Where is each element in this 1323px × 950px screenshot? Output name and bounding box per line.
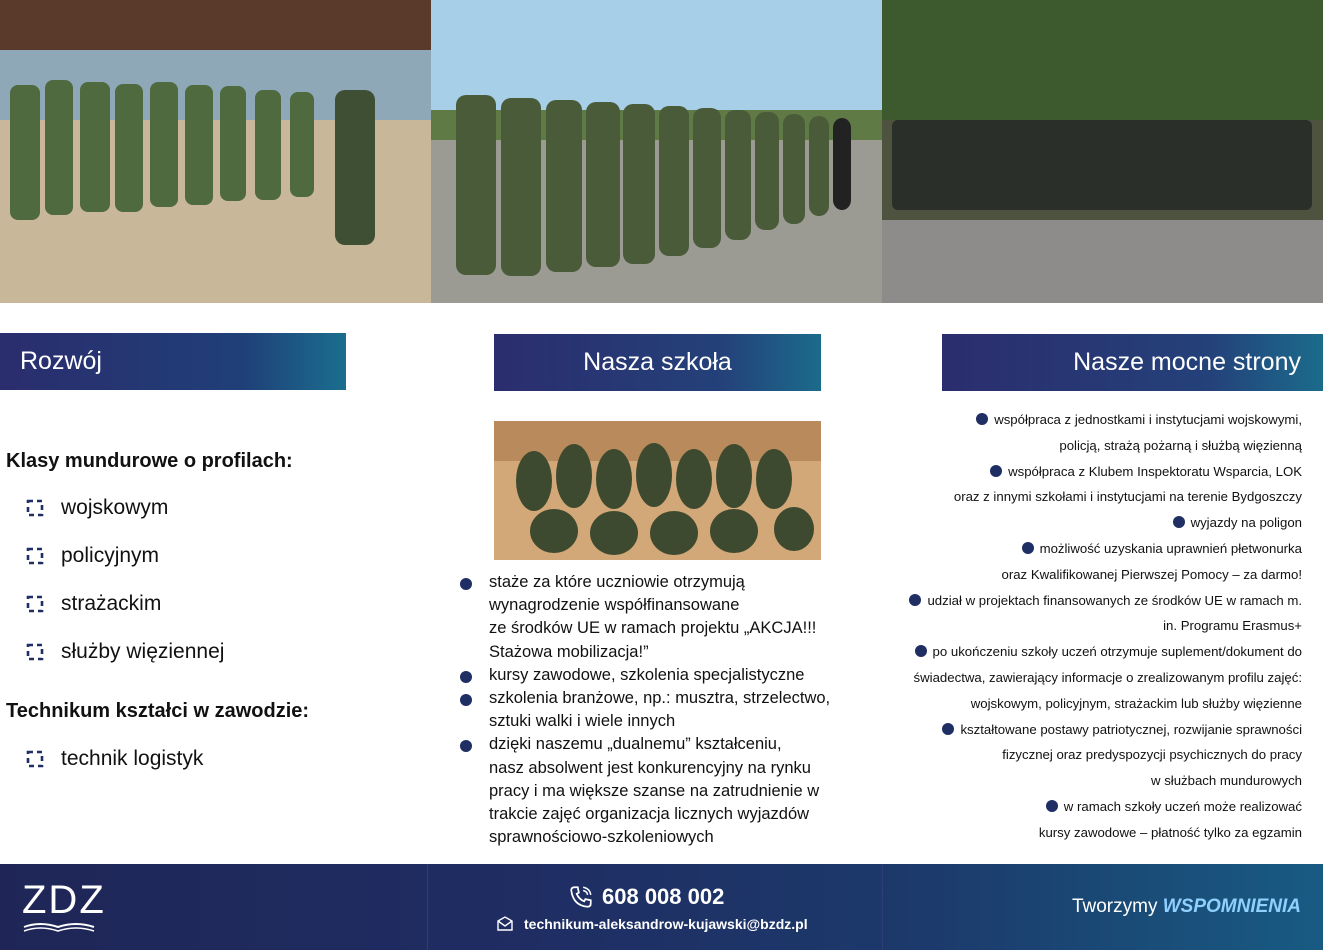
list-item: współpraca z jednostkami i instytucjami wojskowymi, bbox=[900, 407, 1302, 433]
profile-item: policyjnym bbox=[25, 544, 159, 568]
dashed-square-icon bbox=[25, 498, 45, 518]
footer-divider bbox=[882, 864, 883, 950]
technikum-heading: Technikum kształci w zawodzie: bbox=[6, 700, 310, 722]
profile-item: strażackim bbox=[25, 592, 161, 616]
list-item: możliwość uzyskania uprawnień płetwonurka bbox=[900, 536, 1302, 562]
bullet-dot-icon bbox=[1173, 516, 1185, 528]
bullet-dot-icon bbox=[990, 465, 1002, 477]
school-features-list bbox=[458, 571, 838, 849]
section-header-mocne-strony: Nasze mocne strony bbox=[942, 334, 1323, 391]
envelope-icon bbox=[496, 916, 514, 932]
photo-students-group bbox=[494, 421, 821, 560]
photo-parade-square bbox=[882, 0, 1323, 303]
book-wave-icon bbox=[22, 921, 96, 933]
bullet-dot-icon bbox=[915, 645, 927, 657]
dashed-square-icon bbox=[25, 546, 45, 566]
strengths-list: współpraca z jednostkami i instytucjami wojskowymi, policją, strażą pożarną i służbą więzienną współpraca z Klubem Inspektoratu Wsparcia, LOK oraz z innymi szkołami i instytucjami na terenie Bydgoszczy wyjazdy na poligon możliwość uzyskania uprawnień płetwonurka oraz Kwalifikowanej Pierwszej Pomocy – za darmo! udział w projektach finansowanych ze środków UE w ramach m. in. Programu Erasmus+ po ukończeniu szkoły uczeń otrzymuje suplement/dokument do świadectwa, zawierający informacje o zrealizowanym profilu zajęć: wojskowym, policyjnym, strażackim lub służby więzienne kształtowane postawy patriotycznej, rozwijanie sprawności fizycznej oraz predyspozycji psychicznych do pracy w służbach mundurowych w ramach szkoły uczeń może realizować kursy zawodowe – płatność tylko za egzamin bbox=[900, 407, 1302, 846]
bullet-dot-icon bbox=[976, 413, 988, 425]
dashed-square-icon bbox=[25, 749, 45, 769]
list-item: kursy zawodowe, szkolenia specjalistyczne bbox=[458, 664, 838, 687]
list-item: współpraca z Klubem Inspektoratu Wsparcia, LOK bbox=[900, 459, 1302, 485]
section-header-nasza-szkola: Nasza szkoła bbox=[494, 334, 821, 391]
uniform-classes-heading: Klasy mundurowe o profilach: bbox=[6, 450, 293, 472]
profile-item: wojskowym bbox=[25, 496, 168, 520]
list-item: staże za które uczniowie otrzymują wynagrodzenie współfinansowane ze środków UE w ramach projektu „AKCJA!!! Stażowa mobilizacja!” bbox=[458, 571, 838, 664]
list-item: w ramach szkoły uczeń może realizować bbox=[900, 794, 1302, 820]
footer-bar bbox=[0, 864, 1323, 950]
list-item: kształtowane postawy patriotycznej, rozwijanie sprawności bbox=[900, 717, 1302, 743]
list-item: dzięki naszemu „dualnemu” kształceniu, nasz absolwent jest konkurencyjny na rynku pracy i ma większe szanse na zatrudnienie w trakcie zajęć organizacja licznych wyjazdów sprawnościowo-szkoleniowych bbox=[458, 733, 838, 849]
zdz-logo: ZDZ bbox=[22, 878, 106, 933]
bullet-dot-icon bbox=[909, 594, 921, 606]
dashed-square-icon bbox=[25, 594, 45, 614]
footer-motto: Tworzymy WSPOMNIENIA bbox=[1071, 896, 1301, 917]
list-item: szkolenia branżowe, np.: musztra, strzelectwo, sztuki walki i wiele innych bbox=[458, 687, 838, 733]
list-item: udział w projektach finansowanych ze środków UE w ramach m. bbox=[900, 588, 1302, 614]
list-item: wyjazdy na poligon bbox=[900, 510, 1302, 536]
phone-contact[interactable]: 608 008 002 bbox=[568, 884, 724, 910]
phone-icon bbox=[568, 884, 594, 910]
photo-cadets-row bbox=[431, 0, 882, 303]
footer-divider bbox=[427, 864, 428, 950]
section-header-rozwoj: Rozwój bbox=[0, 333, 346, 390]
list-item: po ukończeniu szkoły uczeń otrzymuje suplement/dokument do bbox=[900, 639, 1302, 665]
profession-item: technik logistyk bbox=[25, 747, 203, 771]
photo-cbrn-training bbox=[0, 0, 431, 303]
dashed-square-icon bbox=[25, 642, 45, 662]
bullet-dot-icon bbox=[942, 723, 954, 735]
profile-item: służby więziennej bbox=[25, 640, 224, 664]
bullet-dot-icon bbox=[1022, 542, 1034, 554]
bullet-dot-icon bbox=[1046, 800, 1058, 812]
email-contact[interactable]: technikum-aleksandrow-kujawski@bzdz.pl bbox=[496, 916, 808, 932]
